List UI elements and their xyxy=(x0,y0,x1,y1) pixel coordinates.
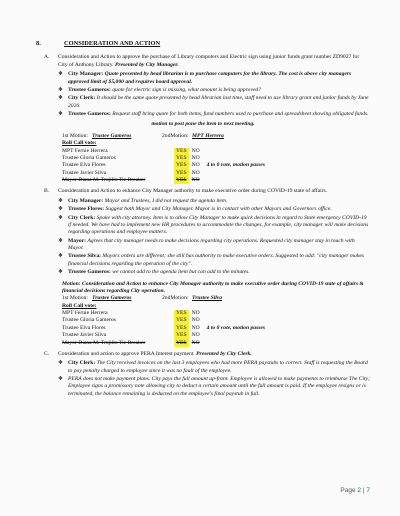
vote-yes: YES xyxy=(176,169,187,176)
item-c-description: Consideration and action to approve PERA Interest payment. xyxy=(58,350,195,357)
vote-no: NO xyxy=(191,324,200,331)
diamond-bullet-icon: ❖ xyxy=(58,360,64,367)
diamond-bullet-icon: ❖ xyxy=(58,71,64,78)
vote-no: NO xyxy=(191,169,200,176)
voter-name: Trustee Javier Silva xyxy=(62,169,107,176)
page-number: 2 xyxy=(357,487,362,495)
statement: Quote presented by head librarian is to purchase computers for the library. The cost is above city managers approved limit of $5,000 and requires board approval. xyxy=(68,71,352,85)
bullet xyxy=(58,376,370,398)
second-motion-label: 2ndMotion: xyxy=(162,132,189,139)
first-motion-value: Trustee Gameros xyxy=(92,132,132,139)
item-a-presenter: Presented by City Manager. xyxy=(114,61,179,68)
bullet-text xyxy=(68,238,370,253)
diamond-bullet-icon: ❖ xyxy=(58,269,64,276)
section-number: 8. xyxy=(36,40,41,47)
agenda-item-a xyxy=(36,54,370,69)
page-separator: | xyxy=(362,487,365,495)
diamond-bullet-icon: ❖ xyxy=(58,111,64,118)
document-body xyxy=(36,40,370,399)
statement: Spoke with city attorney. Item is to allow City Manager to make quick decisions in regard to State emergency COVID-19 if needed. We have had to implement new HR procedures to accommodate the changes, for example, city manager will make decisions regarding operations and employee matters. xyxy=(68,214,369,236)
item-letter: A. xyxy=(44,54,50,61)
vote-yes: YES xyxy=(176,332,187,339)
item-b-description: Consideration and Action to enhance City Manager authority to make executive order during COVID-19 state of affairs. xyxy=(58,188,328,195)
table-row xyxy=(62,162,267,169)
vote-note: 4 to 0 vote, motion passes xyxy=(206,162,266,169)
vote-yes: YES xyxy=(176,147,187,154)
item-letter: B. xyxy=(44,188,50,195)
diamond-bullet-icon: ❖ xyxy=(58,237,64,244)
bullet xyxy=(58,198,370,205)
roll-call-header: Roll Call vote: xyxy=(62,302,97,309)
vote-yes: YES xyxy=(176,324,187,331)
diamond-bullet-icon: ❖ xyxy=(58,86,64,93)
bullet xyxy=(58,95,370,110)
bullet xyxy=(58,71,370,86)
speaker: City Clerk: xyxy=(68,95,96,102)
speaker: Trustee Flores: xyxy=(68,206,104,213)
bullet xyxy=(58,238,370,253)
item-c-presenter: Presented by City Clerk. xyxy=(196,350,252,357)
item-c-bullets xyxy=(36,360,370,398)
voter-name: MPT Fernie Herrera xyxy=(62,310,108,317)
vote-note xyxy=(203,332,267,339)
voter-name: Trustee Gloria Gameros xyxy=(62,154,116,161)
bullet-text xyxy=(68,71,370,86)
vote-no: NO xyxy=(191,147,200,154)
speaker: City Clerk: xyxy=(68,360,96,367)
voter-name: Trustee Javier Silva xyxy=(62,332,107,339)
vote-no: NO xyxy=(191,332,200,339)
vote-yes: YES xyxy=(176,317,187,324)
voter-name: Trustee Elva Flores xyxy=(62,324,106,331)
first-motion-label: 1st Motion: xyxy=(62,295,88,302)
motion-statement: Motion: Consideration and Action to enhance City Manager authority to make executive order during COVID-19 state of affairs & financial decisions regarding City operation. xyxy=(62,280,364,294)
bullet xyxy=(58,87,370,94)
vote-no: NO xyxy=(191,317,200,324)
roll-call-header: Roll Call vote: xyxy=(62,140,97,147)
item-a-bullets xyxy=(36,71,370,118)
vote-no: NO xyxy=(191,162,200,169)
vote-no: NO xyxy=(191,339,200,346)
vote-yes: YES xyxy=(176,310,187,317)
statement: we cannot add to the agenda item but can add to the minutes. xyxy=(112,269,250,276)
speaker: Trustee Gameros: xyxy=(68,86,111,93)
bullet-text xyxy=(68,376,370,398)
statement: Request staff bring quote for both items, fund numbers used to purchase and spreadsheet showing obligated funds. xyxy=(112,111,369,118)
statement: PERA does not make payment plans. City pays the full amount up-front. Employee is allowed to make payments to reimburse The City; Employee signs a promissory note allowing city to deduct a certain amount until the full amount is paid. If the employee resigns or is terminated, the balance remaining is deducted on the employee's final paystub in full. xyxy=(68,376,370,397)
speaker: Mayor: xyxy=(68,237,87,244)
diamond-bullet-icon: ❖ xyxy=(58,206,64,213)
vote-note xyxy=(203,340,267,347)
table-row xyxy=(62,332,267,339)
vote-yes: YES xyxy=(176,177,187,184)
bullet-text xyxy=(68,111,370,118)
speaker: City Manager: xyxy=(68,197,104,204)
bullet-text xyxy=(68,206,370,213)
vote-no: NO xyxy=(191,154,200,161)
diamond-bullet-icon: ❖ xyxy=(58,253,64,260)
section-title: CONSIDERATION AND ACTION xyxy=(64,40,161,47)
table-row xyxy=(62,317,267,324)
motion-line xyxy=(62,295,370,302)
vote-no: NO xyxy=(191,177,200,184)
roll-call-table xyxy=(62,148,267,185)
second-motion-label: 2ndMotion: xyxy=(162,295,189,302)
section-heading xyxy=(36,40,370,48)
second-motion-value: Trustee Silva xyxy=(192,295,223,302)
statement: The City received invoices on the last 3 employees who had more PERA paystubs to correct. Staff is requesting the Board to pay penalty charged to employee since it was no fault of the employee. xyxy=(68,360,368,374)
page-footer xyxy=(340,487,370,496)
vote-note xyxy=(203,317,267,324)
second-motion-value: MPT Herrera xyxy=(192,132,224,139)
voter-name: MPT Fernie Herrera xyxy=(62,147,108,154)
bullet-text xyxy=(68,215,370,237)
statement: It should be the same quote presented by head librarian last time, staff need to use library grant and junior funds by June 2020. xyxy=(68,95,369,109)
bullet-text xyxy=(68,269,370,276)
roll-call-table xyxy=(62,310,267,347)
statement: Suggest both Mayor and City Manager. Mayor is in contact with other Mayors and Governors office. xyxy=(105,206,332,213)
table-row xyxy=(62,340,267,347)
item-text xyxy=(58,54,370,69)
agenda-item-c xyxy=(36,351,370,358)
voter-name: Mayor Diana M. Trujillo Tie Breaker xyxy=(62,339,146,346)
statement: Mayors orders are different; she still has authority to make executive orders. Suggested to add: "city manager makes financial decisions regarding the operation of the city". xyxy=(68,253,364,267)
bullet xyxy=(58,269,370,276)
first-motion-value: Trustee Gameros xyxy=(92,295,132,302)
vote-note: 4 to 0 vote, motion passes xyxy=(206,324,266,331)
bullet xyxy=(58,111,370,118)
speaker: Trustee Gameros: xyxy=(68,269,111,276)
vote-note xyxy=(203,155,267,162)
diamond-bullet-icon: ❖ xyxy=(58,376,64,383)
speaker: Trustee Silva: xyxy=(68,253,101,260)
table-row xyxy=(62,148,267,155)
vote-note xyxy=(203,170,267,177)
voter-name: Trustee Gloria Gameros xyxy=(62,317,116,324)
bullet-text xyxy=(68,198,370,205)
item-text xyxy=(58,351,370,358)
voter-name: Trustee Elva Flores xyxy=(62,162,106,169)
table-row xyxy=(62,155,267,162)
motion-note: motion to post pone the item to next meeting. xyxy=(151,121,255,128)
item-a-description: Consideration and Action to approve the purchase of Library computers and Electric sign using junior funds grant number ZD9027 for City of Anthony Library. xyxy=(58,54,360,68)
table-row xyxy=(62,177,267,184)
statement: Mayor and Trustees, I did not request the agenda item. xyxy=(104,197,228,204)
vote-yes: YES xyxy=(176,162,187,169)
vote-note xyxy=(203,177,267,184)
item-b-bullets xyxy=(36,198,370,277)
diamond-bullet-icon: ❖ xyxy=(58,197,64,204)
bullet-text xyxy=(68,253,370,268)
statement: quote for electric sign is missing, what amount is being approved? xyxy=(112,86,262,93)
agenda-item-b xyxy=(36,188,370,195)
vote-yes: YES xyxy=(176,154,187,161)
bullet-text xyxy=(68,87,370,94)
speaker: Trustee Gameros: xyxy=(68,111,111,118)
statement: Agrees that city manager needs to make decisions regarding city operations. Requested city manager stay in touch with Mayor. xyxy=(68,237,355,252)
bullet xyxy=(58,215,370,237)
bullet xyxy=(58,206,370,213)
first-motion-label: 1st Motion: xyxy=(62,132,88,139)
table-row xyxy=(62,310,267,317)
bullet-text xyxy=(68,95,370,110)
vote-note xyxy=(203,148,267,155)
item-letter: C. xyxy=(44,350,50,357)
vote-yes: YES xyxy=(176,339,187,346)
voter-name: Mayor Diana M. Trujillo Tie Breaker xyxy=(62,177,146,184)
vote-no: NO xyxy=(191,310,200,317)
page-label: Page xyxy=(340,487,356,495)
table-row xyxy=(62,325,267,332)
motion-line xyxy=(62,133,370,140)
table-row xyxy=(62,170,267,177)
speaker: City Clerk: xyxy=(68,214,96,221)
bullet xyxy=(58,253,370,268)
speaker: City Manager: xyxy=(68,71,104,78)
bullet-text xyxy=(68,360,370,375)
page-total: 7 xyxy=(366,487,370,495)
diamond-bullet-icon: ❖ xyxy=(58,95,64,102)
vote-note xyxy=(203,310,267,317)
bullet xyxy=(58,360,370,375)
diamond-bullet-icon: ❖ xyxy=(58,214,64,221)
